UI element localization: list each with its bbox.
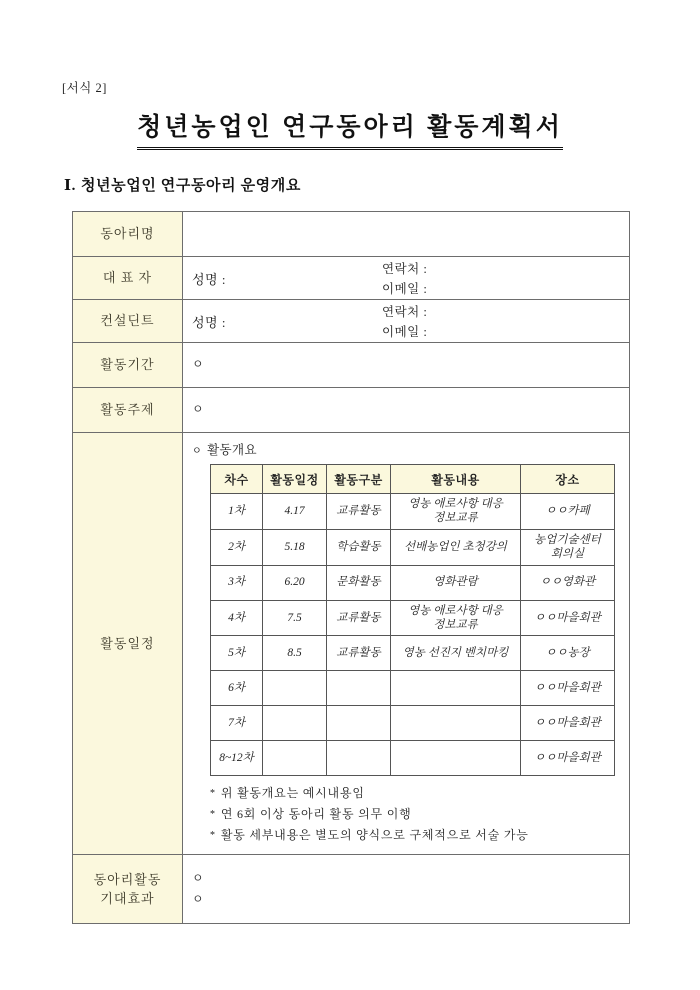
representative-inner: [192, 257, 620, 299]
representative-phone-label: 연락처 :: [382, 262, 428, 276]
label-activity-topic: 활동주제: [73, 388, 183, 433]
label-expected-effects: [73, 855, 183, 924]
table-row-club-name: [73, 212, 630, 257]
cell-place-line1: ㅇㅇ카페: [545, 505, 590, 518]
label-expected-effects-line2: 기대효과: [100, 891, 155, 907]
expected-effects-bullet-1: ㅇ: [192, 870, 204, 885]
overview-table: [72, 211, 630, 924]
cell-detail-line2: 정보교류: [433, 618, 478, 631]
cell-seq: 6차: [211, 671, 263, 706]
page-title: 청년농업인 연구동아리 활동계획서: [137, 112, 563, 150]
schedule-header-date: 활동일정: [263, 465, 327, 494]
note-text: 활동 세부내용은 별도의 양식으로 구체적으로 서술 가능: [220, 828, 529, 843]
cell-place[interactable]: ㅇㅇ영화관: [521, 565, 615, 600]
table-row: [211, 494, 615, 530]
consultant-inner: [192, 300, 620, 342]
cell-place-line2: 회의실: [550, 548, 585, 561]
field-expected-effects[interactable]: [183, 855, 630, 924]
table-row-activity-schedule: [73, 433, 630, 855]
field-activity-topic[interactable]: [183, 388, 630, 433]
section-heading-label: 청년농업인 연구동아리 운영개요: [80, 178, 301, 194]
document-title-wrapper: [0, 112, 700, 150]
field-representative[interactable]: [183, 257, 630, 300]
cell-seq: 1차: [211, 494, 263, 530]
cell-date[interactable]: 4.17: [263, 494, 327, 530]
table-row-consultant: [73, 300, 630, 343]
table-row: [211, 636, 615, 671]
expected-effects-bullet-2: ㅇ: [192, 892, 204, 907]
table-row-activity-topic: [73, 388, 630, 433]
table-row: [211, 706, 615, 741]
consultant-phone-label: 연락처 :: [382, 305, 428, 319]
cell-type[interactable]: [327, 671, 391, 706]
cell-place[interactable]: ㅇㅇ마을회관: [521, 671, 615, 706]
cell-type[interactable]: [327, 706, 391, 741]
list-item: [210, 783, 620, 804]
cell-seq: 8~12차: [211, 741, 263, 776]
label-expected-effects-line1: 동아리활동: [93, 871, 162, 887]
consultant-contacts: [382, 302, 427, 340]
schedule-header-seq: 차수: [211, 465, 263, 494]
schedule-header-detail: 활동내용: [391, 465, 521, 494]
cell-date[interactable]: [263, 671, 327, 706]
list-item: [210, 804, 620, 825]
representative-contacts: [382, 259, 427, 297]
representative-email-label: 이메일 :: [382, 282, 428, 296]
field-consultant[interactable]: [183, 300, 630, 343]
note-text: 위 활동개요는 예시내용임: [220, 786, 365, 801]
label-activity-schedule: 활동일정: [73, 433, 183, 855]
cell-seq: 7차: [211, 706, 263, 741]
cell-detail-line2: 정보교류: [433, 512, 478, 525]
table-row: [211, 529, 615, 565]
cell-date[interactable]: 5.18: [263, 529, 327, 565]
cell-detail[interactable]: 영농 선진지 벤치마킹: [391, 636, 521, 671]
cell-seq: 4차: [211, 600, 263, 636]
cell-detail[interactable]: [391, 494, 521, 530]
cell-seq: 5차: [211, 636, 263, 671]
schedule-heading: [192, 440, 620, 458]
cell-date[interactable]: 7.5: [263, 600, 327, 636]
cell-type[interactable]: 교류활동: [327, 636, 391, 671]
cell-place[interactable]: ㅇㅇ농장: [521, 636, 615, 671]
cell-detail[interactable]: [391, 741, 521, 776]
cell-type[interactable]: [327, 741, 391, 776]
cell-place[interactable]: [521, 494, 615, 530]
cell-place[interactable]: [521, 529, 615, 565]
list-item: [210, 825, 620, 846]
activity-topic-bullet: ㅇ: [192, 402, 204, 417]
note-text: 연 6회 이상 동아리 활동 의무 이행: [220, 807, 412, 822]
cell-detail[interactable]: 선배농업인 초청강의: [391, 529, 521, 565]
cell-place[interactable]: ㅇㅇ마을회관: [521, 741, 615, 776]
cell-seq: 3차: [211, 565, 263, 600]
cell-detail-line1: 영농 애로사항 대응: [408, 498, 503, 510]
schedule-header-type: 활동구분: [327, 465, 391, 494]
table-row: [211, 741, 615, 776]
label-representative: 대 표 자: [73, 257, 183, 300]
form-tag: [서식 2]: [62, 81, 107, 95]
label-club-name: 동아리명: [73, 212, 183, 257]
cell-seq: 2차: [211, 529, 263, 565]
cell-detail[interactable]: [391, 671, 521, 706]
cell-detail[interactable]: 영화관람: [391, 565, 521, 600]
table-row-activity-period: [73, 343, 630, 388]
schedule-header-row: [211, 465, 615, 494]
label-consultant: 컨설딘트: [73, 300, 183, 343]
cell-detail[interactable]: [391, 706, 521, 741]
note-star-icon: *: [210, 809, 216, 821]
schedule-header-place: 장소: [521, 465, 615, 494]
schedule-table: [210, 464, 615, 776]
cell-type[interactable]: 학습활동: [327, 529, 391, 565]
cell-place[interactable]: ㅇㅇ마을회관: [521, 600, 615, 636]
activity-period-bullet: ㅇ: [192, 357, 204, 372]
table-row-representative: [73, 257, 630, 300]
cell-place-line1: 농업기술센터: [534, 533, 601, 546]
consultant-email-label: 이메일 :: [382, 325, 428, 339]
cell-place[interactable]: ㅇㅇ마을회관: [521, 706, 615, 741]
cell-detail-line1: 영농 애로사항 대응: [408, 604, 503, 617]
label-activity-period: 활동기간: [73, 343, 183, 388]
table-row: [211, 671, 615, 706]
table-row: [211, 600, 615, 636]
field-club-name[interactable]: [183, 212, 630, 257]
cell-date[interactable]: [263, 706, 327, 741]
cell-type[interactable]: 교류활동: [327, 494, 391, 530]
section-numeral: Ⅰ.: [64, 178, 76, 194]
consultant-name-label: 성명 :: [192, 314, 226, 330]
field-activity-period[interactable]: [183, 343, 630, 388]
cell-detail[interactable]: [391, 600, 521, 636]
table-row-expected-effects: [73, 855, 630, 924]
section-heading: [64, 174, 301, 195]
cell-date[interactable]: [263, 741, 327, 776]
cell-type[interactable]: 문화활동: [327, 565, 391, 600]
note-star-icon: *: [210, 788, 216, 800]
schedule-heading-label: 활동개요: [207, 443, 257, 457]
table-row: [211, 565, 615, 600]
cell-date[interactable]: 8.5: [263, 636, 327, 671]
schedule-heading-bullet: ㅇ: [192, 446, 203, 457]
notes-list: [210, 783, 620, 846]
field-activity-schedule[interactable]: [183, 433, 630, 855]
note-star-icon: *: [210, 830, 216, 842]
cell-type[interactable]: 교류활동: [327, 600, 391, 636]
cell-date[interactable]: 6.20: [263, 565, 327, 600]
representative-name-label: 성명 :: [192, 271, 226, 287]
